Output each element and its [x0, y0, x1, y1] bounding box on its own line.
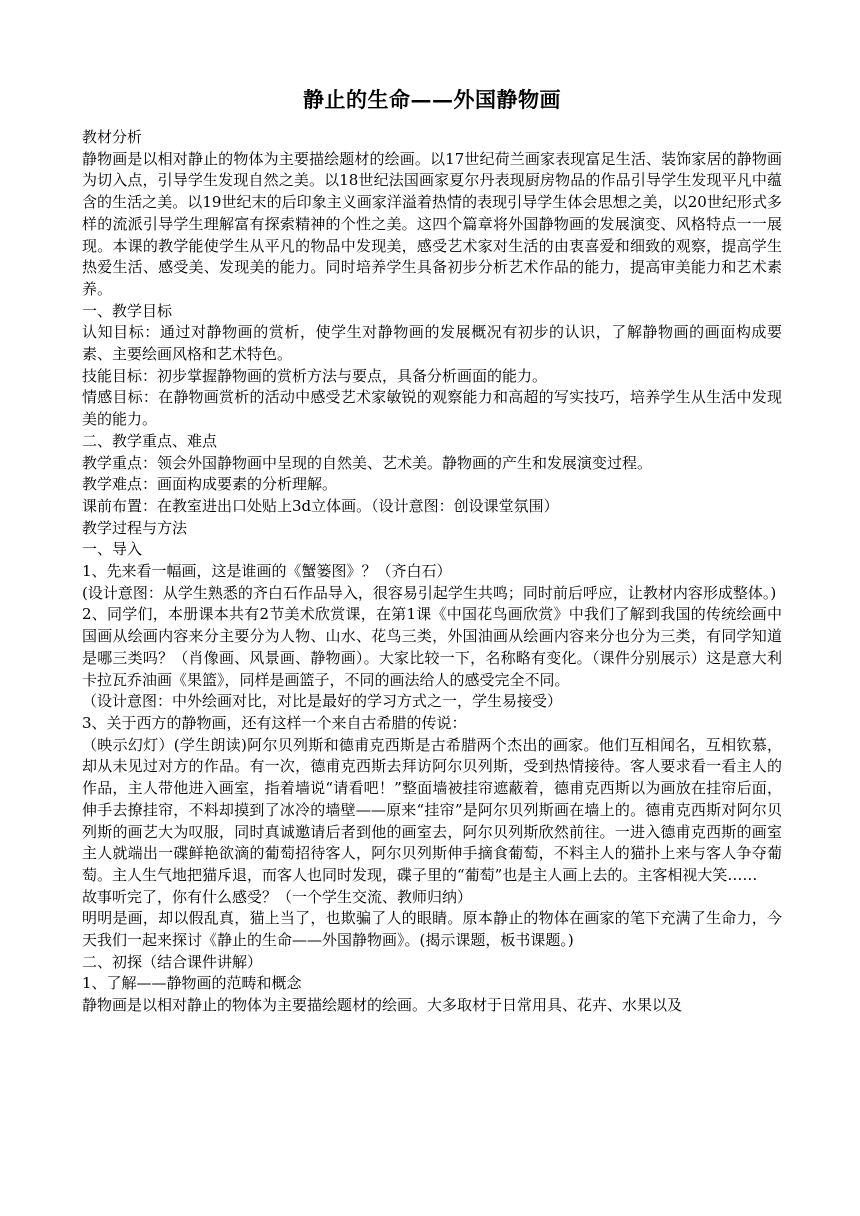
paragraph-still-life-definition: 静物画是以相对静止的物体为主要描绘题材的绘画。大多取材于日常用具、花卉、水果以及	[82, 996, 683, 1015]
paragraph-step-3: 3、关于西方的静物画，还有这样一个来自古希腊的传说：	[82, 713, 467, 732]
paragraph-skill-goal: 技能目标：初步掌握静物画的赏析方法与要点，具备分析画面的能力。	[82, 366, 548, 385]
heading-first-exploration: 二、初探（结合课件讲解）	[82, 952, 263, 971]
paragraph-step-2: 2、同学们，本册课本共有2节美术欣赏课，在第1课《中国花鸟画欣赏》中我们了解到我国的传统绘画中国画从绘画内容来分主要分为人物、山水、花鸟三类，外国油画从绘画内容来分也分为三类，有同学知道是哪三类吗？（肖像画、风景画、静物画）。大家比较一下，名称略有变化。（课件分别展示）这是意大利卡拉瓦乔油画《果篮》，同样是画篮子，不同的画法给人的感受完全不同。	[82, 605, 782, 689]
heading-understand-scope: 1、了解——静物画的范畴和概念	[82, 974, 302, 993]
paragraph-preparation: 课前布置：在教室进出口处贴上3d立体画。（设计意图：创设课堂氛围）	[82, 496, 559, 515]
paragraph-legend-story: （映示幻灯）(学生朗读)阿尔贝列斯和德甫克西斯是古希腊两个杰出的画家。他们互相闻名，互相钦慕，却从未见过对方的作品。有一次，德甫克西斯去拜访阿尔贝列斯，受到热情接待。客人要求看一看主人的作品，主人带他进入画室，指着墙说“请看吧！”整面墙被挂帘遮蔽着，德甫克西斯以为画放在挂帘后面，伸手去撩挂帘，不料却摸到了冰冷的墙壁——原来“挂帘”是阿尔贝列斯画在墙上的。德甫克西斯对阿尔贝列斯的画艺大为叹服，同时真诚邀请后者到他的画室去，阿尔贝列斯欣然前往。一进入德甫克西斯的画室主人就端出一碟鲜艳欲滴的葡萄招待客人，阿尔贝列斯伸手摘食葡萄，不料主人的猫扑上来与客人争夺葡萄。主人生气地把猫斥退，而客人也同时发现，碟子里的“葡萄”也是主人画上去的。主客相视大笑……	[82, 735, 782, 884]
document-title: 静止的生命——外国静物画	[303, 87, 561, 112]
paragraph-design-intent-2: （设计意图：中外绘画对比，对比是最好的学习方式之一，学生易接受）	[82, 692, 563, 711]
heading-teaching-goals: 一、教学目标	[82, 301, 173, 320]
paragraph-design-intent-1: (设计意图：从学生熟悉的齐白石作品导入，很容易引起学生共鸣；同时前后呼应，让教材内容形成整体。)	[82, 583, 777, 602]
paragraph-difficult-point: 教学难点：画面构成要素的分析理解。	[82, 475, 338, 494]
paragraph-story-question: 故事听完了，你有什么感受？（一个学生交流、教师归纳）	[82, 887, 473, 906]
paragraph-step-1: 1、先来看一幅画，这是谁画的《蟹篓图》？（齐白石）	[82, 562, 452, 581]
paragraph-cognitive-goal: 认知目标：通过对静物画的赏析，使学生对静物画的发展概况有初步的认识，了解静物画的画面构成要素、主要绘画风格和艺术特色。	[82, 323, 782, 364]
paragraph-textbook-analysis: 静物画是以相对静止的物体为主要描绘题材的绘画。以17世纪荷兰画家表现富足生活、装饰家居的静物画为切入点，引导学生发现自然之美。以18世纪法国画家夏尔丹表现厨房物品的作品引导学生发现平凡中蕴含的生活之美。以19世纪末的后印象主义画家洋溢着热情的表现引导学生体会思想之美，以20世纪形式多样的流派引导学生理解富有探索精神的个性之美。这四个篇章将外国静物画的发展演变、风格特点一一展现。本课的教学能使学生从平凡的物品中发现美，感受艺术家对生活的由衷喜爱和细致的观察，提高学生热爱生活、感受美、发现美的能力。同时培养学生具备初步分析艺术作品的能力，提高审美能力和艺术素养。	[82, 149, 782, 298]
paragraph-key-point: 教学重点：领会外国静物画中呈现的自然美、艺术美。静物画的产生和发展演变过程。	[82, 453, 653, 472]
heading-process-methods: 教学过程与方法	[82, 518, 188, 537]
paragraph-emotional-goal: 情感目标：在静物画赏析的活动中感受艺术家敏锐的观察能力和高超的写实技巧，培养学生从生活中发现美的能力。	[82, 388, 782, 429]
paragraph-story-conclusion: 明明是画，却以假乱真，猫上当了，也欺骗了人的眼睛。原本静止的物体在画家的笔下充满了生命力，今天我们一起来探讨《静止的生命——外国静物画》。(揭示课题，板书课题。)	[82, 909, 782, 950]
heading-textbook-analysis: 教材分析	[82, 128, 143, 146]
heading-key-points: 二、教学重点、难点	[82, 431, 218, 450]
heading-introduction: 一、导入	[82, 540, 143, 559]
document-body	[82, 127, 782, 1017]
